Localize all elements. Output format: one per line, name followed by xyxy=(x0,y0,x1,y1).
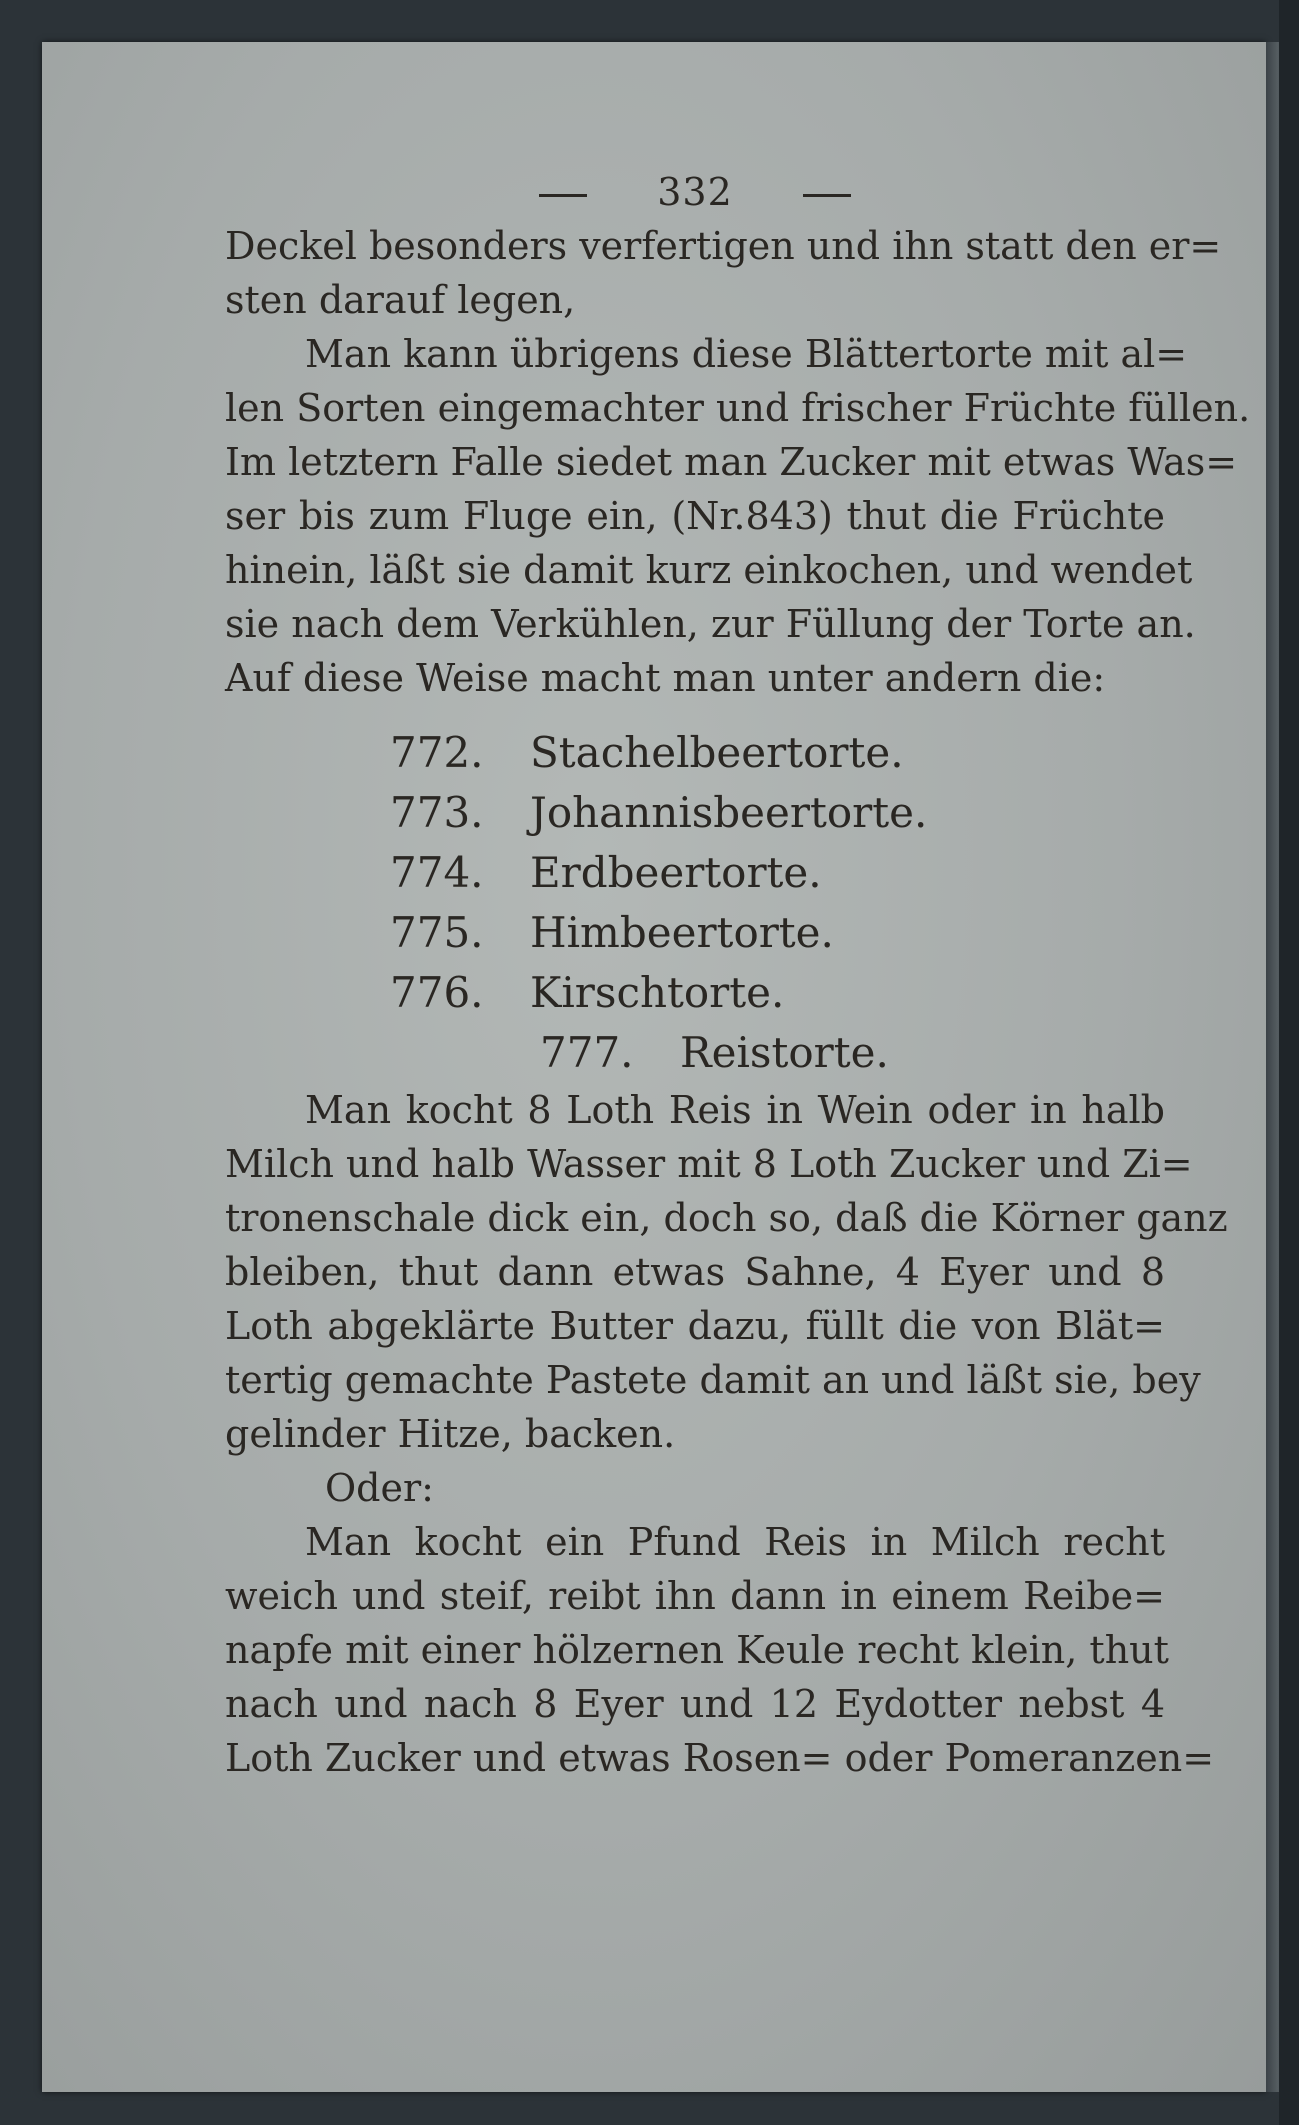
page-text xyxy=(225,165,1251,1785)
text-line: Loth Zucker und etwas Rosen= oder Pomeranzen= xyxy=(225,1736,1215,1780)
recipe-name: Johannisbeertorte. xyxy=(530,788,928,837)
recipe-number: 773. xyxy=(390,788,484,837)
recipe-entry xyxy=(225,903,1165,963)
text-line: Milch und halb Wasser mit 8 Loth Zucker und Zi= xyxy=(225,1142,1193,1186)
recipe-name: Stachelbeertorte. xyxy=(530,728,904,777)
text-line: sie nach dem Verkühlen, zur Füllung der Torte an. xyxy=(225,602,1196,646)
spacer xyxy=(225,705,1165,723)
text-line: nach und nach 8 Eyer und 12 Eydotter nebst 4 xyxy=(225,1682,1165,1726)
text-line: tronenschale dick ein, doch so, daß die Körner ganz xyxy=(225,1196,1228,1240)
recipe-entry xyxy=(225,963,1165,1023)
text-line: Auf diese Weise macht man unter andern die: xyxy=(225,656,1106,700)
text-line: Loth abgeklärte Butter dazu, füllt die von Blät= xyxy=(225,1304,1165,1348)
text-line: sten darauf legen, xyxy=(225,278,576,322)
recipe-number: 776. xyxy=(390,968,484,1017)
text-line: Man kocht ein Pfund Reis in Milch recht xyxy=(305,1520,1165,1564)
recipe-number: 772. xyxy=(390,728,484,777)
text-line: weich und steif, reibt ihn dann in einem Reibe= xyxy=(225,1574,1165,1618)
text-line: Deckel besonders verfertigen und ihn statt den er= xyxy=(225,224,1222,268)
oder-heading: Oder: xyxy=(325,1466,434,1510)
header-dash-right xyxy=(803,194,851,197)
recipe-number: 774. xyxy=(390,848,484,897)
header-dash-left xyxy=(539,194,587,197)
recipe-entry xyxy=(225,783,1165,843)
text-line: ser bis zum Fluge ein, (Nr.843) thut die Früchte xyxy=(225,494,1165,538)
scan-edge xyxy=(1279,0,1299,2125)
recipe-name: Kirschtorte. xyxy=(530,968,785,1017)
recipe-entry xyxy=(225,843,1165,903)
text-line: Man kocht 8 Loth Reis in Wein oder in halb xyxy=(305,1088,1165,1132)
text-line: Im letztern Falle siedet man Zucker mit etwas Was= xyxy=(225,440,1238,484)
page-number: 332 xyxy=(657,170,733,214)
recipe-number: 777. xyxy=(540,1028,634,1077)
text-line: hinein, läßt sie damit kurz einkochen, und wendet xyxy=(225,548,1193,592)
text-line: Man kann übrigens diese Blättertorte mit al= xyxy=(305,332,1188,376)
recipe-name: Himbeertorte. xyxy=(530,908,834,957)
text-line: bleiben, thut dann etwas Sahne, 4 Eyer und 8 xyxy=(225,1250,1165,1294)
text-line: len Sorten eingemachter und frischer Früchte füllen. xyxy=(225,386,1251,430)
recipe-heading xyxy=(225,1023,1165,1083)
text-line: napfe mit einer hölzernen Keule recht klein, thut xyxy=(225,1628,1169,1672)
recipe-number: 775. xyxy=(390,908,484,957)
recipe-name: Erdbeertorte. xyxy=(530,848,822,897)
text-line: gelinder Hitze, backen. xyxy=(225,1412,676,1456)
page-header xyxy=(225,165,1165,219)
recipe-name: Reistorte. xyxy=(680,1028,889,1077)
recipe-entry xyxy=(225,723,1165,783)
text-line: tertig gemachte Pastete damit an und läßt sie, bey xyxy=(225,1358,1201,1402)
